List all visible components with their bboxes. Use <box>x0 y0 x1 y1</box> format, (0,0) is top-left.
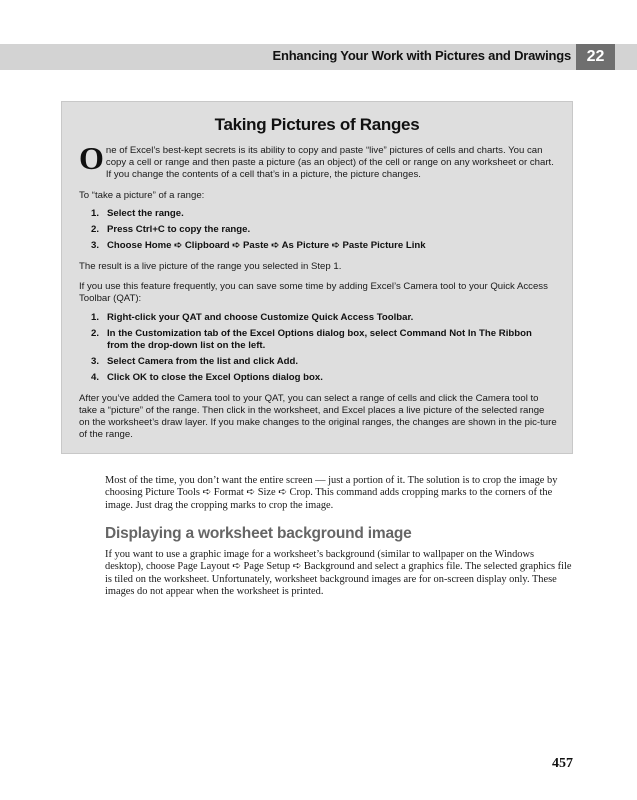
list-item-text: Right-click your QAT and choose Customize Quick Access Toolbar. <box>107 312 414 323</box>
list-item-text: Press Ctrl+C to copy the range. <box>107 224 251 235</box>
list-item-number: 4. <box>91 372 100 383</box>
sidebar-title: Taking Pictures of Ranges <box>214 115 420 134</box>
list-item-text: Select Camera from the list and click Add. <box>107 356 299 367</box>
list-item-text: Click OK to close the Excel Options dialog box. <box>107 372 323 383</box>
chapter-number-tab: 22 <box>576 44 615 70</box>
list-item-text: Select the range. <box>107 208 184 219</box>
page-number: 457 <box>552 756 573 771</box>
section-heading: Displaying a worksheet background image <box>105 525 412 542</box>
drop-cap: O <box>79 140 104 176</box>
list-item <box>91 240 551 252</box>
list-item-text: In the Customization tab of the Excel Options dialog box, select Command Not In The Ribbon from the drop-down list on the left. <box>107 328 532 351</box>
list-item <box>91 208 551 220</box>
list-item-number: 3. <box>91 240 100 251</box>
sidebar-closing: After you’ve added the Camera tool to your QAT, you can select a range of cells and click the Camera tool to take a “picture” of the range. Then click in the worksheet, and Excel places a live picture of the selected range on the worksheet’s draw layer. If you make changes to the original ranges, the changes are shown in the pic-ture of the range. <box>79 393 557 440</box>
list-item-number: 2. <box>91 224 100 235</box>
sidebar-intro-text: ne of Excel’s best-kept secrets is its ability to copy and paste “live” pictures of cells and charts. You can copy a cell or range and then paste a picture (as an object) of the cell or range on any worksheet or chart. If you change the contents of a cell that’s in a picture, the picture changes. <box>105 145 554 180</box>
running-header-title: Enhancing Your Work with Pictures and Drawings <box>272 48 571 63</box>
body-paragraph-background: If you want to use a graphic image for a worksheet’s background (similar to wallpaper on the Windows desktop), choose Page Layout ➪ Page Setup ➪ Background and select a graphics file. The selected graphics file is tiled on the worksheet. Unfortunately, worksheet background images are for on-screen display only. These images do not appear when the worksheet is printed. <box>105 549 572 598</box>
list-item <box>91 356 551 368</box>
list-item-text: Choose Home ➪ Clipboard ➪ Paste ➪ As Picture ➪ Paste Picture Link <box>107 240 426 251</box>
steps-list-1 <box>91 208 551 252</box>
sidebar-result: The result is a live picture of the range you selected in Step 1. <box>79 261 342 272</box>
sidebar-lead-2: If you use this feature frequently, you can save some time by adding Excel’s Camera tool to your Quick Access Toolbar (QAT): <box>79 281 548 304</box>
sidebar-intro-paragraph <box>79 140 557 181</box>
list-item-number: 2. <box>91 328 100 339</box>
sidebar-box <box>61 101 573 454</box>
list-item <box>91 224 551 236</box>
list-item <box>91 372 551 384</box>
list-item-number: 1. <box>91 312 100 323</box>
sidebar-lead-1: To “take a picture” of a range: <box>79 190 205 201</box>
steps-list-2 <box>91 312 551 384</box>
list-item-number: 3. <box>91 356 100 367</box>
body-paragraph-crop: Most of the time, you don’t want the entire screen — just a portion of it. The solution is to crop the image by choosing Picture Tools ➪ Format ➪ Size ➪ Crop. This command adds cropping marks to the corners of the image. Just drag the cropping marks to crop the image. <box>105 475 558 511</box>
list-item <box>91 312 551 324</box>
list-item <box>91 328 551 352</box>
list-item-number: 1. <box>91 208 100 219</box>
